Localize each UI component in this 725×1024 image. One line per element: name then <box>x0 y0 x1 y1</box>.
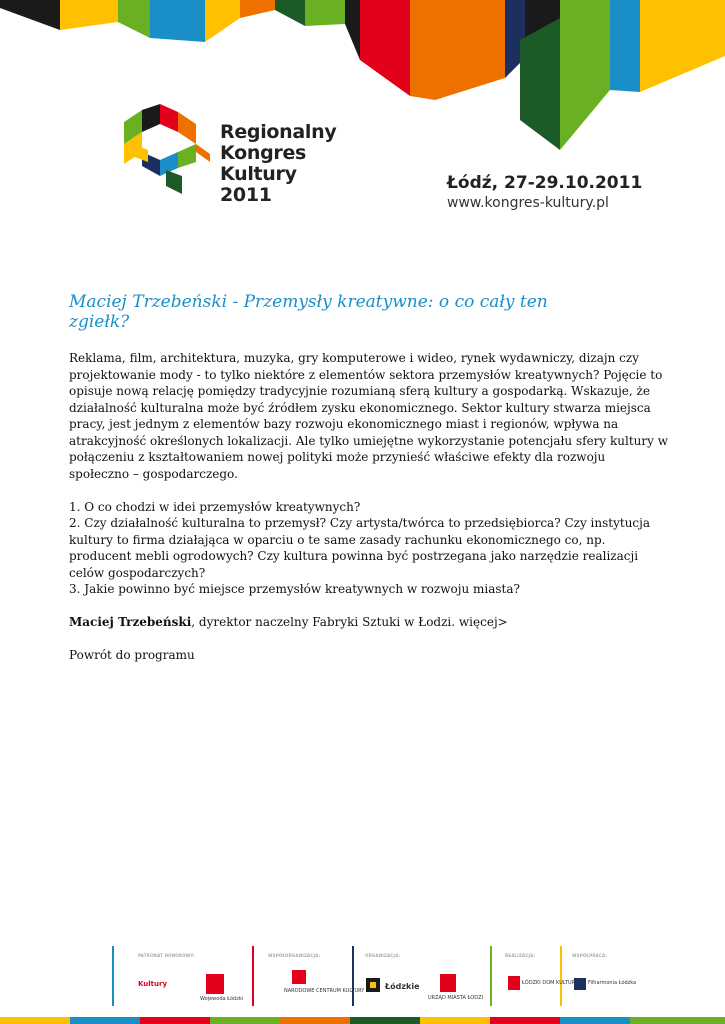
realizacja-label: REALIZACJA: <box>505 953 536 958</box>
logo-line: Kongres <box>220 142 307 164</box>
header-banner <box>0 0 725 160</box>
author-name: Maciej Trzebeński <box>69 615 192 629</box>
more-link[interactable]: więcej> <box>458 615 508 629</box>
kongres-logo-icon <box>112 104 212 196</box>
event-url[interactable]: www.kongres-kultury.pl <box>447 195 609 211</box>
article-intro: Reklama, film, architektura, muzyka, gry komputerowe i wideo, rynek wydawniczy, dizajn czy projektowanie mody - to tylko niektóre z elementów sektora przemysłów kreatywnych? Pojęcie to opisuje nową relację pomiędzy tradycyjnie rozumianą sferą kultury a gospodarką. Wskazuje, że działalność kulturalna może być źródłem zysku ekonomicznego. Sektor kultury stwarza miejsca pracy, jest jednym z elementów bazy rozwoju ekonomicznego miast i regionów, wpływa na atrakcyjność określonych lokalizacji. Ale tylko umiejętne wykorzystanie potencjału sfery kultury w połączeniu z kształtowaniem nowej polityki może przynieść właściwe efekty dla rozwoju społeczno – gospodarczego. <box>69 351 668 481</box>
logo-lodzkie: Łódzkie <box>385 982 420 991</box>
article-body <box>69 350 669 664</box>
logo-nck: NARODOWE CENTRUM KULTURY <box>284 988 365 994</box>
logo-ministry: Kultury <box>138 980 168 988</box>
logo-ldk: ŁÓDZKI DOM KULTURY <box>522 980 578 986</box>
kongres-logo-text <box>220 122 336 206</box>
organizacja-label: ORGANIZACJA: <box>365 953 401 958</box>
logo-line: 2011 <box>220 184 272 206</box>
logo-wojewoda: Wojewoda Łódzki <box>200 996 244 1002</box>
logo-line: Regionalny <box>220 121 337 143</box>
question-item: 3. Jakie powinno być miejsce przemysłów kreatywnych w rozwoju miasta? <box>69 582 520 596</box>
wspolorganizacja-label: WSPÓŁORGANIZACJA: <box>268 953 321 958</box>
author-description: , dyrektor naczelny Fabryki Sztuki w Łodzi. <box>191 615 459 629</box>
question-item: 1. O co chodzi w idei przemysłów kreatywnych? <box>69 499 361 514</box>
logo-line: Kultury <box>220 163 297 185</box>
article-title: Maciej Trzebeński - Przemysły kreatywne: o co cały ten zgiełk? <box>69 292 548 332</box>
question-item: 2. Czy działalność kulturalna to przemysł? Czy artysta/twórca to przedsiębiorca? Czy instytucja kultury to firma działająca w oparciu o te same zasady rachunku ekonomicznego co, np. producent mebli ogrodowych? Czy kultura powinna być postrzegana jako narzędzie realizacji celów gospodarczych? <box>69 516 651 580</box>
wspolpraca-label: WSPÓŁPRACA: <box>572 953 608 958</box>
logo-uml: URZĄD MIASTA ŁODZI <box>428 995 483 1001</box>
patronat-label: PATRONAT HONOROWY: <box>138 953 195 958</box>
event-info <box>447 172 642 212</box>
logo-filharmonia: Filharmonia Łódzka <box>588 980 637 986</box>
author-line <box>69 614 669 631</box>
event-date: Łódź, 27-29.10.2011 <box>447 173 643 193</box>
back-to-program-link[interactable]: Powrót do programu <box>69 648 195 662</box>
